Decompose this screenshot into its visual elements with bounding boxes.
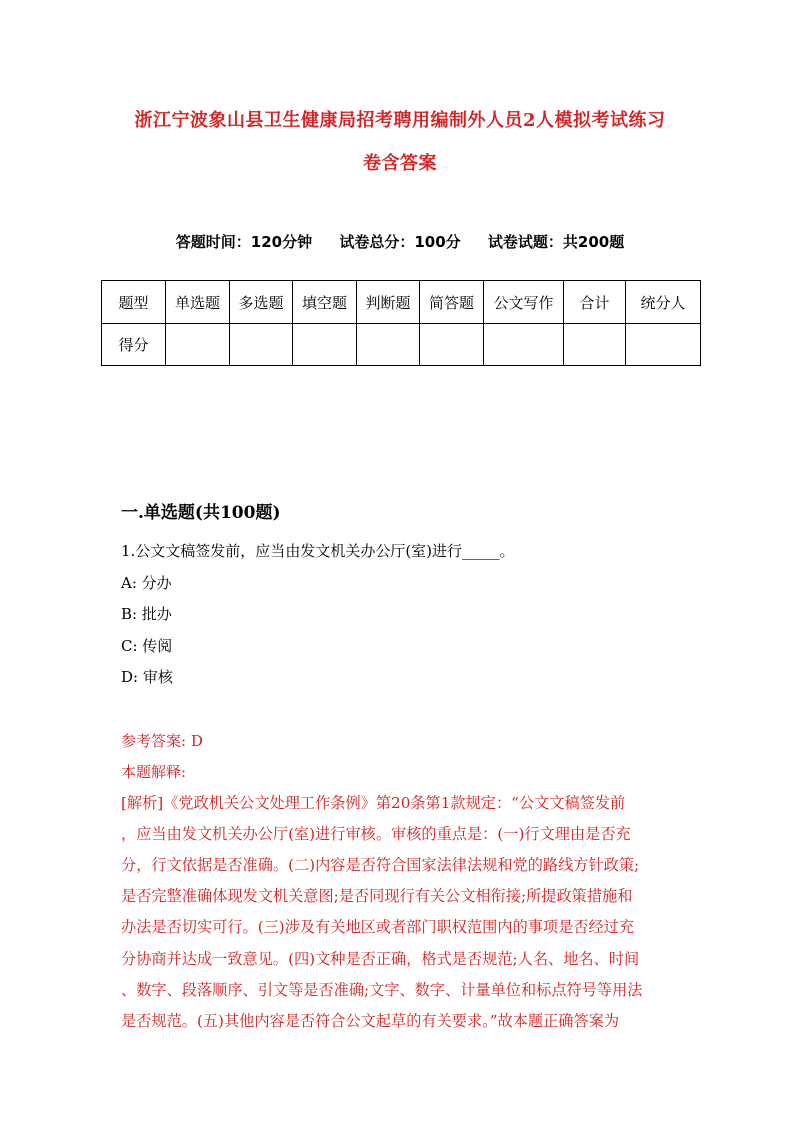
analysis-line: 是否完整准确体现发文机关意图;是否同现行有关公文相衔接;所提政策措施和 [121, 887, 633, 905]
header-cell-writing: 公文写作 [484, 281, 564, 324]
score-cell [293, 324, 357, 366]
option-b: B: 批办 [121, 605, 172, 623]
score-cell [230, 324, 293, 366]
header-cell-multi-choice: 多选题 [230, 281, 293, 324]
score-table [101, 280, 701, 366]
header-cell-true-false: 判断题 [357, 281, 420, 324]
header-cell-total: 合计 [564, 281, 626, 324]
score-cell [420, 324, 484, 366]
score-cell [484, 324, 564, 366]
document-title-line-2: 卷含答案 [363, 153, 437, 174]
score-table-score-row [102, 324, 701, 366]
analysis-line: 分协商并达成一致意见。(四)文种是否正确，格式是否规范;人名、地名、时间 [121, 950, 640, 968]
analysis-line: 办法是否切实可行。(三)涉及有关地区或者部门职权范围内的事项是否经过充 [121, 918, 635, 936]
section-heading: 一.单选题(共100题) [121, 503, 281, 523]
header-cell-scorer: 统分人 [626, 281, 701, 324]
score-cell [626, 324, 701, 366]
question-stem: 1.公文文稿签发前，应当由发文机关办公厅(室)进行_____。 [121, 542, 515, 560]
analysis-line: [解析]《党政机关公文处理工作条例》第20条第1款规定：“公文文稿签发前 [121, 794, 626, 812]
score-cell [166, 324, 230, 366]
exam-time: 答题时间：120分钟 [175, 233, 313, 251]
reference-answer: 参考答案: D [121, 732, 203, 750]
analysis-line: 、数字、段落顺序、引文等是否准确;文字、数字、计量单位和标点符号等用法 [121, 981, 643, 999]
exam-question-count: 试卷试题：共200题 [487, 233, 625, 251]
analysis-line: 是否规范。(五)其他内容是否符合公文起草的有关要求。”故本题正确答案为 [121, 1012, 620, 1030]
header-cell-type: 题型 [102, 281, 166, 324]
score-table-header-row [102, 281, 701, 324]
option-c: C: 传阅 [121, 637, 173, 655]
score-cell [564, 324, 626, 366]
header-cell-fill-blank: 填空题 [293, 281, 357, 324]
score-cell [357, 324, 420, 366]
exam-info [0, 231, 800, 252]
score-row-label: 得分 [102, 324, 166, 366]
analysis-line: ，应当由发文机关办公厅(室)进行审核。审核的重点是：(一)行文理由是否充 [121, 825, 631, 843]
option-d: D: 审核 [121, 668, 173, 686]
header-cell-short-answer: 简答题 [420, 281, 484, 324]
header-cell-single-choice: 单选题 [166, 281, 230, 324]
explanation-label: 本题解释: [121, 763, 187, 781]
option-a: A: 分办 [121, 574, 172, 592]
analysis-line: 分，行文依据是否准确。(二)内容是否符合国家法律法规和党的路线方针政策; [121, 856, 640, 874]
document-title-line-1: 浙江宁波象山县卫生健康局招考聘用编制外人员2人模拟考试练习 [134, 110, 666, 131]
exam-total-score: 试卷总分：100分 [339, 233, 461, 251]
